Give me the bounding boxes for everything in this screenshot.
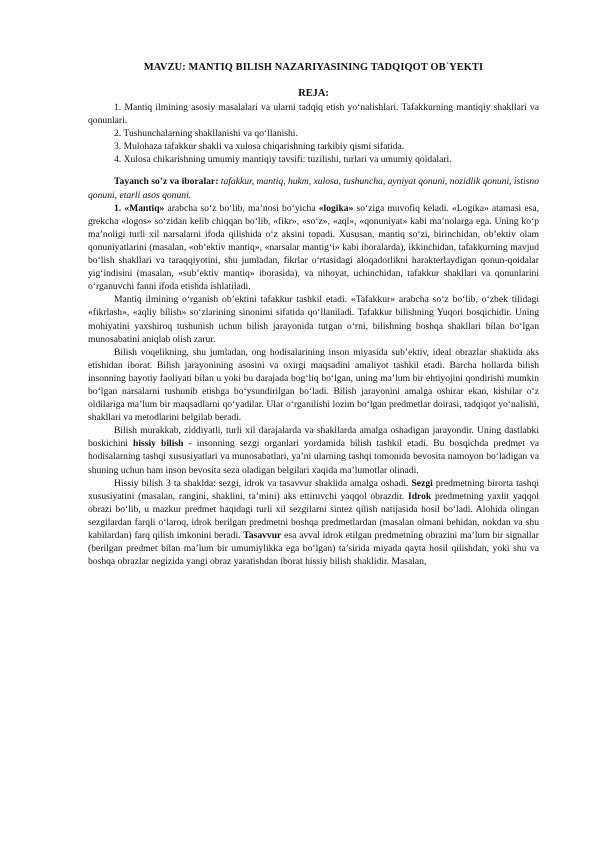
- plan-item-1: 1. Mantiq ilmining asosiy masalalari va ularni tadqiq etish yo‘nalishlari. Tafakkurning mantiqiy shakllari va qonunlari.: [88, 102, 539, 127]
- keywords-text: tafakkur, mantiq, hukm, xulosa, tushuncha, ayniyat qonuni, nozidlik qonuni, istisno qonuni, etarli asos qonuni.: [88, 176, 539, 201]
- document-title: MAVZU: MANTIQ BILISH NAZARIYASINING TADQIQOT OB`YEKTI: [143, 62, 484, 73]
- term-hissiy-bilish: hissiy bilish: [133, 438, 184, 450]
- paragraph-5: [88, 477, 539, 569]
- term-sezgi: Sezgi: [411, 477, 433, 489]
- term-logika: «logika»: [318, 202, 354, 214]
- paragraph-2: Mantiq ilmining o‘rganish ob’ektini tafakkur tashkil etadi. «Tafakkur» arabcha so‘z bo‘lib, o‘zbek tilidagi «fikrlash», «aqliy bilish» so‘zlarining sinonimi sifatida qo‘llaniladi. Tafakkur bilishning Yuqori bosqichidir. Uning mohiyatini yaxshiroq tushunish uchun bilish jarayonida tutgan o‘rni, bilishning boshqa shakllari bilan bo‘lgan munosabatini aniqlab olish zarur.: [88, 294, 539, 345]
- plan-item-2: 2. Tushunchalarning shakllanishi va qo‘llanishi.: [114, 128, 298, 140]
- term-idrok: Idrok: [407, 490, 432, 502]
- paragraph-4-text-a: Bilish murakkab, ziddiyatli, turli xil darajalarda va shakllarda amalga oshadigan jarayondir. Uning dastlabki boskichini: [88, 425, 539, 450]
- plan-item-3: 3. Mulohaza tafakkur shakli va xulosa chiqarishning tarkibiy qismi sifatida.: [114, 141, 405, 153]
- plan-item-4: 4. Xulosa chikarishning umumiy mantiqiy tavsifi: tuzilishi, turlari va umumiy qoidalari.: [114, 154, 452, 166]
- paragraph-1-number: 1.: [114, 202, 125, 214]
- document-body: [88, 62, 539, 568]
- paragraph-5-text-c: predmetning yaxlit yaqqol obrazi bo‘lib, u mazkur predmet haqidagi turli xil sezgilarni sintez qilish natijasida hosil bo‘ladi. Alohida olingan sezgilardan farqli o‘laroq, idrok berilgan predmetni boshqa predmetlardan (masalan olmani behidan, nokdan va shu kabilardan) farq qilish imkonini beradi.: [88, 490, 539, 541]
- spacer: [88, 166, 539, 175]
- paragraph-1: [88, 202, 539, 294]
- term-mantiq: «Mantiq»: [124, 202, 165, 214]
- paragraph-3: Bilish voqelikning, shu jumladan, ong hodisalarining inson miyasida sub’ektiv, ideal obrazlar shaklida aks etishidan iborat. Bilish jarayonining asosini va oxirgi maqsadini amaliyot tashkil etadi. Barcha hollarda bilish insonning hayotiy faoliyati bilan u yoki bu darajada bog‘liq bo‘lgan, uning ma’lum bir ehtiyojini qondirishi mumkin bo‘lgan narsalarni tushunib etishga bo‘ysundirilgan bo‘ladi. Bilish jarayonini amalga oshirar ekan, kishilar o‘z oldilariga ma’lum bir maqsadlarni qo‘yadilar. Ular o‘rganilishi lozim bo‘lgan predmetlar doirasi, tadqiqot yo‘nalishi, shakllari va metodlarini belgilab beradi.: [88, 346, 539, 424]
- plan-heading: REJA:: [298, 88, 329, 99]
- keywords-paragraph: [88, 175, 539, 201]
- paragraph-4: [88, 424, 539, 476]
- paragraph-4-text-b: - insonning sezgi organlari yordamida bilish tashkil etadi. Bu bosqichda predmet va hodisalarning tashqi xususiyatlari va munosabatlari, ya’ni ularning tashqi tomonida bevosita namoyon bo‘ladigan va shuning uchun ham inson bevosita seza oladigan belgilari xaqida ma’lumotlar olinadi.: [88, 438, 540, 476]
- keywords-label: Tayanch so’z va iboralar:: [114, 176, 219, 188]
- paragraph-1-text-b: so‘ziga muvofiq keladi. «Logika» atamasi esa, grekcha «logos» so‘zidan kelib chiqqan bo‘lib, «fikr», «so‘z», «aql», «qonuniyat» kabi ma’nolarga ega. Uning ko‘p ma’noligi turli xil narsalarni ifoda qilishida o‘z aksini topadi. Xususan, mantiq so‘zi, birinchidan, ob’ektiv olam qonuniyatlarini (masalan, «ob’ektiv mantiq», «narsalar mantig‘i» kabi iboralarda), ikkinchidan, tafakkurning mavjud bo‘lish shakllari va taraqqiyotini, shu jumladan, fikrlar o‘rtasidagi aloqadorlikni harakterlaydigan qonun-qoidalar yig‘indisini (masalan, «sub’ektiv mantiq» iborasida), va nihoyat, uchinchidan, tafakkur shakllari va qonunlarini o‘rganuvchi fanni ifoda etishda ishlatiladi.: [88, 202, 540, 293]
- paragraph-5-text-b: predmetning birorta tashqi xususiyatini (masalan, rangini, shaklini, ta’mini) aks ettiruvchi yaqqol obrazdir.: [88, 477, 539, 502]
- paragraph-5-text-d: esa avval idrok etilgan predmetning obrazini ma’lum bir signallar (berilgan predmet bilan ma’lum bir umumiylikka ega bo‘lgan) ta’sirida miyada qayta hosil qilishdan, yoki shu va boshqa obrazlar negizida yangi obraz yaratishdan iborat hissiy bilish shaklidir. Masalan,: [88, 530, 540, 568]
- paragraph-1-text-a: arabcha so‘z bo‘lib, ma’nosi bo‘yicha: [164, 202, 319, 214]
- paragraph-5-text-a: Hissiy bilish 3 ta shaklda: sezgi, idrok va tasavvur shaklida amalga oshadi.: [114, 477, 412, 489]
- term-tasavvur: Tasavvur: [243, 530, 282, 541]
